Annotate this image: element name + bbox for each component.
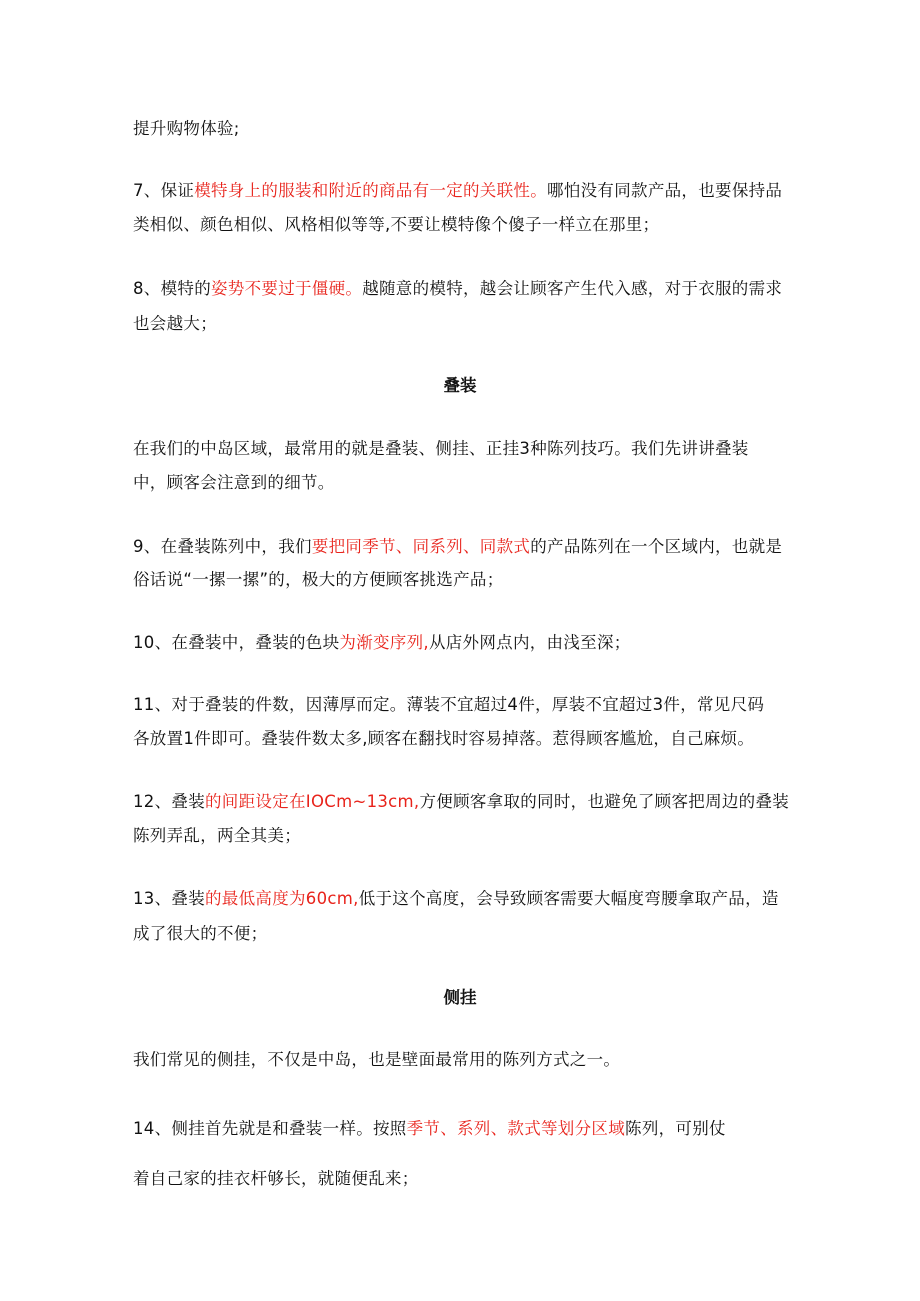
text-run: 7、保证 bbox=[133, 181, 195, 200]
paragraph-14-line-2: 着自己家的挂衣杆够长，就随便乱来； bbox=[133, 1169, 419, 1188]
paragraph-13-line-1 bbox=[133, 889, 813, 909]
intro-line-1: 在我们的中岛区域，最常用的就是叠装、侧挂、正挂3种陈列技巧。我们先讲讲叠装 bbox=[133, 439, 749, 458]
section-heading-side-hanging: 侧挂 bbox=[443, 988, 477, 1007]
text-run: 方便顾客拿取的同时，也避免了顾客把周边的叠装 bbox=[419, 792, 790, 811]
text-run: 10、在叠装中，叠装的色块 bbox=[133, 633, 340, 652]
text-run: 低于这个高度，会导致顾客需要大幅度弯腰拿取产品，造 bbox=[358, 889, 779, 908]
paragraph-7-line-1 bbox=[133, 181, 813, 201]
text-run: 12、叠装 bbox=[133, 792, 205, 811]
highlight-text: 的间距设定在IOCm~13cm, bbox=[205, 792, 420, 811]
paragraph-line: 提升购物体验; bbox=[133, 119, 240, 138]
highlight-text: 要把同季节、同系列、同款式 bbox=[311, 537, 531, 556]
paragraph-10-line-1 bbox=[133, 633, 813, 653]
highlight-text: 为渐变序列, bbox=[339, 633, 429, 652]
text-run: 陈列，可别仗 bbox=[625, 1119, 726, 1138]
paragraph-9-line-1 bbox=[133, 537, 813, 557]
text-run: 的产品陈列在一个区域内，也就是 bbox=[530, 537, 783, 556]
text-run: 14、侧挂首先就是和叠装一样。按照 bbox=[133, 1119, 407, 1138]
paragraph-8-line-2: 也会越大； bbox=[133, 314, 217, 333]
intro-2-line-1: 我们常见的侧挂，不仅是中岛，也是壁面最常用的陈列方式之一。 bbox=[133, 1050, 621, 1069]
text-run: 哪怕没有同款产品，也要保持品 bbox=[547, 181, 783, 200]
highlight-text: 姿势不要过于僵硬。 bbox=[211, 279, 363, 298]
paragraph-12-line-2: 陈列弄乱，两全其美； bbox=[133, 826, 301, 845]
paragraph-9-line-2: 俗话说“一摞一摞”的，极大的方便顾客挑选产品； bbox=[133, 570, 504, 589]
paragraph-11-line-1: 11、对于叠装的件数，因薄厚而定。薄装不宜超过4件，厚装不宜超过3件，常见尺码 bbox=[133, 695, 765, 714]
paragraph-12-line-1 bbox=[133, 792, 813, 812]
paragraph-7-line-2: 类相似、颜色相似、风格相似等等,不要让模特像个傻子一样立在那里； bbox=[133, 215, 660, 234]
text-run: 越随意的模特，越会让顾客产生代入感，对于衣服的需求 bbox=[362, 279, 783, 298]
section-heading-stacking: 叠装 bbox=[443, 376, 477, 395]
highlight-text: 季节、系列、款式等划分区域 bbox=[406, 1119, 626, 1138]
highlight-text: 模特身上的服装和附近的商品有一定的关联性。 bbox=[194, 181, 548, 200]
paragraph-11-line-2: 各放置1件即可。叠装件数太多,顾客在翻找时容易掉落。惹得顾客尴尬，自己麻烦。 bbox=[133, 729, 755, 748]
paragraph-14-line-1 bbox=[133, 1119, 813, 1139]
text-run: 13、叠装 bbox=[133, 889, 205, 908]
highlight-text: 的最低高度为60cm, bbox=[205, 889, 359, 908]
text-run: 9、在叠装陈列中，我们 bbox=[133, 537, 312, 556]
intro-line-2: 中，顾客会注意到的细节。 bbox=[133, 473, 335, 492]
text-run: 8、模特的 bbox=[133, 279, 211, 298]
paragraph-13-line-2: 成了很大的不便； bbox=[133, 924, 268, 943]
text-run: 从店外网点内，由浅至深； bbox=[428, 633, 631, 652]
paragraph-8-line-1 bbox=[133, 279, 813, 299]
